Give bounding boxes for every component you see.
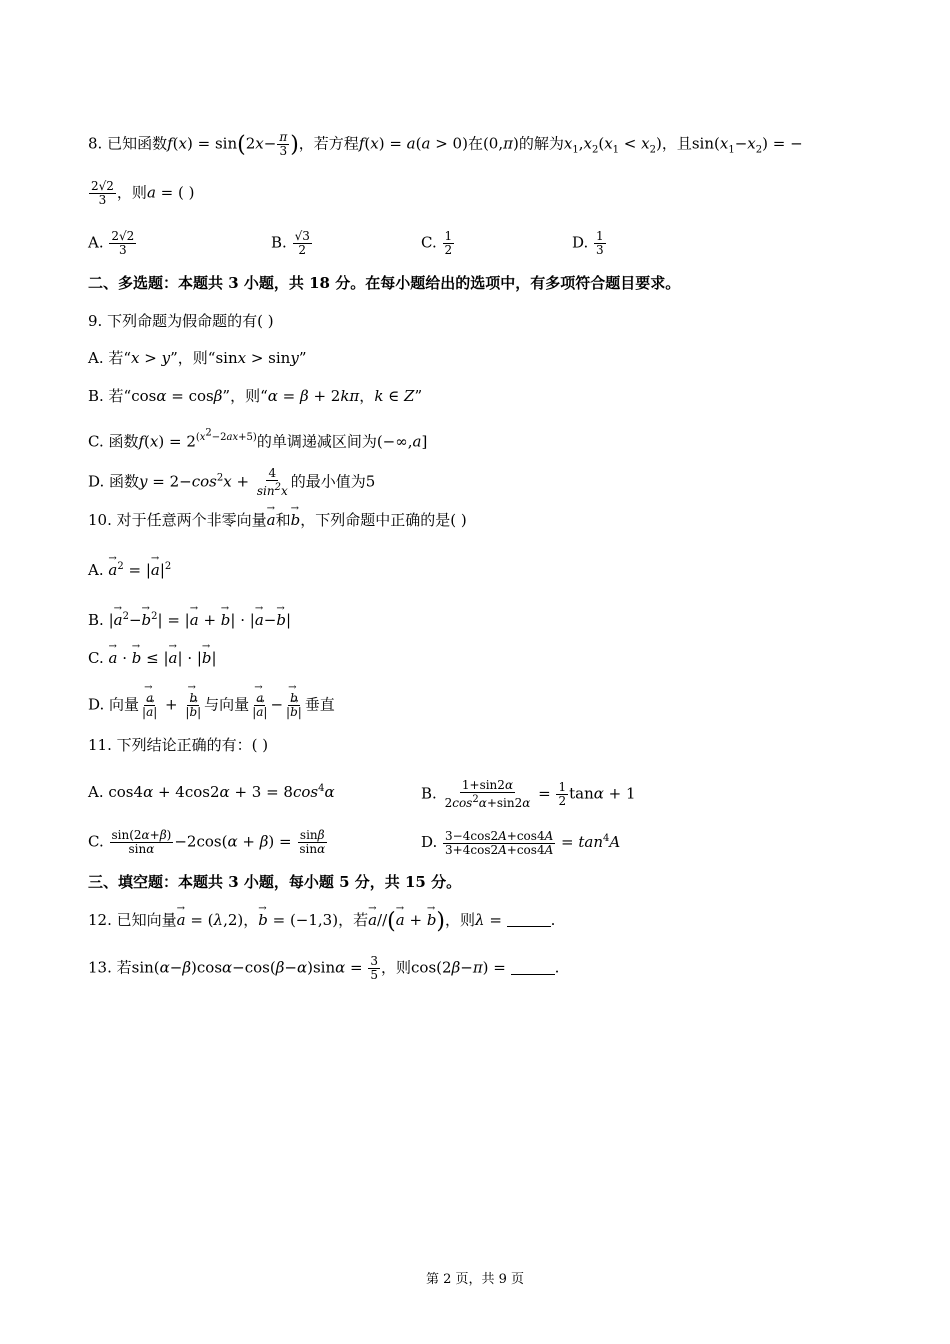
q13-answer-blank[interactable] xyxy=(511,960,555,975)
q13: 13. 若sin(α−β)cosα−cos(β−α)sinα = $\frac{3}{5}$ ，则cos(2β−π) = . xyxy=(88,954,560,982)
q11-option-c: C. $\frac{\sin(2\alpha+\beta)}{\sin\alpha}$ −2cos(α + β) = $\frac{\sin\beta}{\sin\alpha}$ xyxy=(88,828,326,856)
q9-option-b: B. 若“cosα = cosβ”，则“α = β + 2kπ，k ∈ Z” xyxy=(88,387,423,405)
q10-option-a: A. → $a^2$ = |→ $a|^2$ xyxy=(88,557,171,580)
q9-option-c: C. 函数$f(x) = 2^{(x^2-2ax+5)}$的单调递减区间为(−∞,a] xyxy=(88,428,428,451)
q10-option-b: B. |→ $a^2-\to b^2|$ = |→ a + → b| · |→ a−→ b| xyxy=(88,607,291,630)
q8-line2: $\frac{2√2}{3}$ ，则a = ( ) xyxy=(91,179,195,207)
q8-option-d: D. $\frac{1}{3}$ xyxy=(572,229,604,257)
section-2-heading: 二、多选题：本题共 3 小题，共 18 分。在每小题给出的选项中，有多项符合题目要求。 xyxy=(88,274,681,292)
q9-option-d: D. 函数$y = 2-\cos^2x$ + $\frac{4}{\sin^2x}$ 的最小值为5 xyxy=(88,466,376,498)
q11-option-b: B. $\frac{1+\sin 2\alpha}{2\cos^2\alpha+\sin 2\alpha}$ = $\frac{1}{2}$ tanα + 1 xyxy=(421,778,636,810)
q12-answer-blank[interactable] xyxy=(507,912,551,927)
q11-option-d: D. $\frac{3-4\cos 2A+\cos 4A}{3+4\cos 2A+\cos 4A}$ = $\tan^4A$ xyxy=(421,828,621,857)
q11-option-a: A. $\cos 4\alpha + 4\cos 2\alpha + 3 = 8\cos^4\alpha$ xyxy=(88,783,335,801)
q10-option-d: D. 向量 → $\frac{a}{|\to a|}$ + → $\frac{b}{|\to b|}$ 与向量 → $\frac{a}{|\to a|}$ − → $\frac{b}{|\to b|}$ 垂直 xyxy=(88,692,335,719)
q8-line1: 8. 已知函数f(x) = sin(2x− $\frac{\pi}{3}$ )，若方程f(x) = a(a > 0)在(0,π)的解为$x_1,x_2(x_1 < x_2)$，且$\sin(x_1-x_2)$ = − xyxy=(88,130,803,158)
page-footer: 第 2 页，共 9 页 xyxy=(425,1272,525,1287)
q11-stem: 11. 下列结论正确的有：( ) xyxy=(88,736,269,754)
q12: 12. 已知向量→ a = (λ,2)，→ b = (−1,3)，若→ a//(→ a + → b)，则λ = . xyxy=(88,910,555,932)
q9-option-a: A. 若“x > y”，则“sinx > siny” xyxy=(88,349,307,367)
section-3-heading: 三、填空题：本题共 3 小题，每小题 5 分，共 15 分。 xyxy=(88,873,462,891)
q8-option-b: B. $\frac{√3}{2}$ xyxy=(271,229,310,257)
q9-stem: 9. 下列命题为假命题的有( ) xyxy=(88,312,274,330)
q10-option-c: C. → a · → b ≤ |→ a| · |→ b| xyxy=(88,648,217,668)
q8-option-c: C. $\frac{1}{2}$ xyxy=(421,229,453,257)
q10-stem: 10. 对于任意两个非零向量→ a和→ b，下列命题中正确的是( ) xyxy=(88,510,467,530)
q8-option-a: A. $\frac{2√2}{3}$ xyxy=(88,229,135,257)
